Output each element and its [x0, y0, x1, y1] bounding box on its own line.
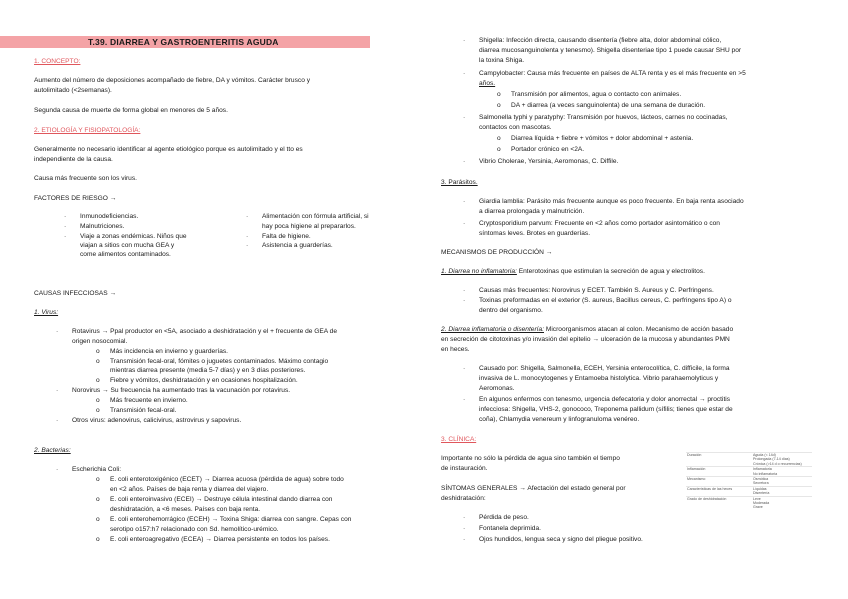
mechanism-1: [441, 268, 705, 277]
mechanism-2-item-cont: Aeromonas.: [479, 385, 515, 392]
rotavirus-item-cont: origen nosocomial.: [72, 338, 128, 345]
table-value-line: Moderada: [753, 501, 770, 506]
rotavirus-sub: o Fiebre y vómitos, deshidratación y en ocasiones hospitalización.: [110, 377, 298, 386]
shigella-item: · Shigella: Infección directa, causando disentería (fiebre alta, dolor abdominal cólico,: [479, 37, 721, 46]
crypto-item-cont: síntomas leves. Brotes en guarderías.: [479, 230, 591, 237]
ecoli-item: · Escherichia Coli:: [72, 466, 121, 475]
etiology-text: independiente de la causa.: [34, 156, 113, 163]
table-value-line: Aguda (< 14d): [753, 453, 776, 457]
vibrio-item: · Vibrio Cholerae, Yersinia, Aeromonas, C. Diffile.: [479, 158, 618, 167]
risk-item: · Falta de higiene.: [262, 233, 311, 242]
mechanism-1-item: · Toxinas preformadas en el exterior (S. aureus, Bacillus cereus, C. perfringens tipo A) o: [479, 297, 732, 306]
classification-table: [686, 452, 812, 510]
table-value: [752, 496, 812, 510]
etiology-text: Generalmente no necesario identificar al agente etiológico porque es autolimitado y el tto es: [34, 146, 303, 153]
giardia-item-cont: a diarrea prolongada y malnutrición.: [479, 208, 585, 215]
parasites-label: 3. Parásitos.: [441, 179, 478, 186]
table-value: [752, 453, 812, 467]
crypto-item: · Cryptosporidium parvum: Frecuente en <2 años como portador asintomático o con: [479, 220, 720, 229]
table-key: Duración: [686, 453, 752, 467]
mechanism-1-item: · Causas más frecuentes: Norovirus y ECET. También S. Aureus y C. Perfringens.: [479, 287, 714, 296]
campylobacter-item: · Campylobacter: Causa más frecuente en países de ALTA renta y es el más frecuente en >5: [479, 70, 746, 79]
ecoli-sub: o E. coli enteroagregativo (ECEA) → Diarrea persistente en todos los países.: [110, 536, 330, 545]
table-row: [686, 486, 812, 496]
page-title: T.39. DIARREA Y GASTROENTERITIS AGUDA: [88, 37, 279, 47]
risk-item: · Viaje a zonas endémicas. Niños que: [80, 233, 187, 242]
ecoli-sub-cont: serotipo o157:h7 relacionado con Sd. hemolítico-urémico.: [110, 526, 279, 533]
table-key: Características de las heces: [686, 486, 752, 496]
risk-heading: FACTORES DE RIESGO →: [34, 195, 117, 202]
ecoli-sub: o E. coli enterohemorrágico (ECEH) → Toxina Shiga: diarrea con sangre. Cepas con: [110, 516, 351, 525]
salmonella-item-cont: contactos con mascotas.: [479, 124, 552, 131]
etiology-text: Causa más frecuente son los virus.: [34, 175, 137, 182]
virus-label: 1. Virus:: [34, 309, 59, 316]
table-value-line: Osmótica: [753, 477, 769, 482]
risk-item-cont: come alimentos contaminados.: [80, 251, 171, 258]
concept-heading: 1. CONCEPTO:: [34, 58, 81, 65]
clinical-text: Importante no sólo la pérdida de agua sino también el tiempo: [441, 455, 620, 462]
table-row: [686, 467, 812, 477]
symptom-item: · Pérdida de peso.: [479, 514, 529, 523]
ecoli-sub-cont: deshidratación, a <6 meses. Países con baja renta.: [110, 506, 261, 513]
table-key: Grado de deshidratación: [686, 496, 752, 510]
mechanism-1-label: 1. Diarrea no inflamatoria:: [441, 268, 517, 275]
symptom-item: · Ojos hundidos, lengua seca y signo del pliegue positivo.: [479, 536, 643, 545]
mechanism-2: [441, 326, 733, 335]
risk-item: · Inmunodeficiencias.: [80, 213, 138, 222]
table-row: [686, 496, 812, 510]
table-value-line: Leve: [753, 496, 761, 501]
table-value: [752, 486, 812, 496]
table-value-line: Disentería: [753, 491, 770, 496]
campylobacter-sub: o Transmisión por alimentos, agua o contacto con animales.: [511, 91, 681, 100]
bacteria-label: 2. Bacterias:: [34, 447, 71, 454]
mechanism-2-text: Microorganismos atacan al colon. Mecanismo de acción basado: [544, 326, 734, 333]
giardia-item: · Giardia lamblia: Parásito más frecuente aunque es poco frecuente. En baja renta asociado: [479, 198, 744, 207]
norovirus-sub: o Transmisión fecal-oral.: [110, 407, 176, 416]
causes-heading: CAUSAS INFECCIOSAS →: [34, 290, 117, 297]
clinical-text: de instauración.: [441, 465, 488, 472]
mechanisms-heading: MECANISMOS DE PRODUCCIÓN →: [441, 249, 553, 256]
mechanism-2-item-cont: infecciosa: Shigella, VHS-2, gonococo, Treponema pallidum (sífilis; tienes que estar de: [479, 406, 733, 413]
table-value-line: Secretora: [753, 481, 769, 486]
table-value: [752, 467, 812, 477]
table-row: [686, 453, 812, 467]
rotavirus-sub-cont: mientras diarrea presente (media 5-7 días) y en 3 días posteriores.: [110, 367, 306, 374]
salmonella-sub: o Diarrea líquida + fiebre + vómitos + dolor abdominal + astenia.: [511, 135, 693, 144]
table-row: [686, 477, 812, 487]
general-symptoms: deshidratación:: [441, 495, 486, 502]
title-banner: [0, 36, 370, 48]
mechanism-2-item-cont: invasiva de L. monocytogenes y Entamoeba histolytica. Vibrio parahaemolyticus y: [479, 375, 719, 382]
table-value-line: Grave: [753, 505, 763, 510]
table-value: [752, 477, 812, 487]
table-value-line: Inflamatoria: [753, 467, 772, 472]
mechanism-2-label: 2. Diarrea inflamatoria o disentería:: [441, 326, 544, 333]
shigella-item-cont: diarrea mucosanguinolenta y tenesmo). Shigella disenteriae tipo 1 puede causar SHU por: [479, 47, 742, 54]
table-value-line: Crónica (>14 d o recurrencias): [753, 461, 802, 466]
mechanism-2-text: en heces.: [441, 346, 470, 353]
rotavirus-sub: o Transmisión fecal-oral, fómites o juguetes contaminados. Máximo contagio: [110, 358, 328, 367]
risk-item-cont: hay poca higiene al prepararlos.: [262, 223, 356, 230]
mechanism-2-text: en secreción de citotoxinas y/o invasión del epitelio → ulceración de la mucosa y abundantes PMN: [441, 336, 730, 343]
concept-text: Aumento del número de deposiciones acompañado de fiebre, DA y vómitos. Carácter brusco y: [34, 77, 310, 84]
norovirus-item: · Norovirus → Su frecuencia ha aumentado tras la vacunación por rotavirus.: [72, 387, 290, 396]
concept-text: autolimitado (<2semanas).: [34, 87, 112, 94]
mechanism-2-item-cont: coña), Chlamydia venereum y linfogranuloma venéreo.: [479, 416, 640, 423]
rotavirus-item: · Rotavirus → Ppal productor en <5A, asociado a deshidratación y el + frecuente de GEA de: [72, 328, 337, 337]
ecoli-sub: o E. coli enterotoxigénico (ECET) → Diarrea acuosa (pérdida de agua) sobre todo: [110, 476, 344, 485]
table-key: Mecanismo: [686, 477, 752, 487]
other-virus-item: · Otros virus: adenovirus, calicivirus, astrovirus y sapovirus.: [72, 417, 241, 426]
mechanism-1-text: Enterotoxinas que estimulan la secreción de agua y electrolitos.: [516, 268, 705, 275]
mechanism-2-item: · En algunos enfermos con tenesmo, urgencia defecatoria y dolor anorrectal → proctitis: [479, 396, 730, 405]
risk-item-cont: viajan a sitios con mucha GEA y: [80, 242, 175, 249]
general-symptoms: SÍNTOMAS GENERALES → Afectación del estado general por: [441, 485, 626, 492]
symptom-item: · Fontanela deprimida.: [479, 525, 541, 534]
ecoli-sub: o E. coli enteroinvasivo (ECEI) → Destruye célula intestinal dando diarrea con: [110, 496, 332, 505]
shigella-item-cont: la toxina Shiga.: [479, 57, 525, 64]
rotavirus-sub: o Más incidencia en invierno y guarderías.: [110, 348, 228, 357]
risk-item: · Malnutriciones.: [80, 223, 124, 232]
campylobacter-sub: o DA + diarrea (a veces sanguinolenta) de una semana de duración.: [511, 102, 705, 111]
table-value-line: Líquidas: [753, 486, 767, 491]
etiology-heading: 2. ETIOLOGÍA Y FISIOPATOLOGÍA:: [34, 127, 141, 134]
concept-text: Segunda causa de muerte de forma global en menores de 5 años.: [34, 107, 228, 114]
salmonella-item: · Salmonella typhi y paratyphy: Transmisión por huevos, lácteos, carnes no cocinadas,: [479, 114, 728, 123]
table-value-line: Prolongada (7-14 días): [753, 457, 790, 462]
risk-item: · Alimentación con fórmula artificial, si: [262, 213, 369, 222]
campylobacter-item-cont: años.: [479, 80, 496, 87]
salmonella-sub: o Portador crónico en <2A.: [511, 146, 584, 155]
table-key: Inflamación: [686, 467, 752, 477]
ecoli-sub-cont: en <2 años. Países de baja renta y diarrea del viajero.: [110, 486, 269, 493]
risk-item: · Asistencia a guarderías.: [262, 242, 333, 251]
clinical-heading: 3. CLÍNICA:: [441, 436, 477, 443]
mechanism-1-item-cont: dentro del organismo.: [479, 307, 543, 314]
mechanism-2-item: · Causado por: Shigella, Salmonella, ECEH, Yersinia enterocolítica, C. difficile, la forma: [479, 365, 730, 374]
table-value-line: No inflamatoria: [753, 471, 778, 476]
norovirus-sub: o Más frecuente en invierno.: [110, 397, 188, 406]
